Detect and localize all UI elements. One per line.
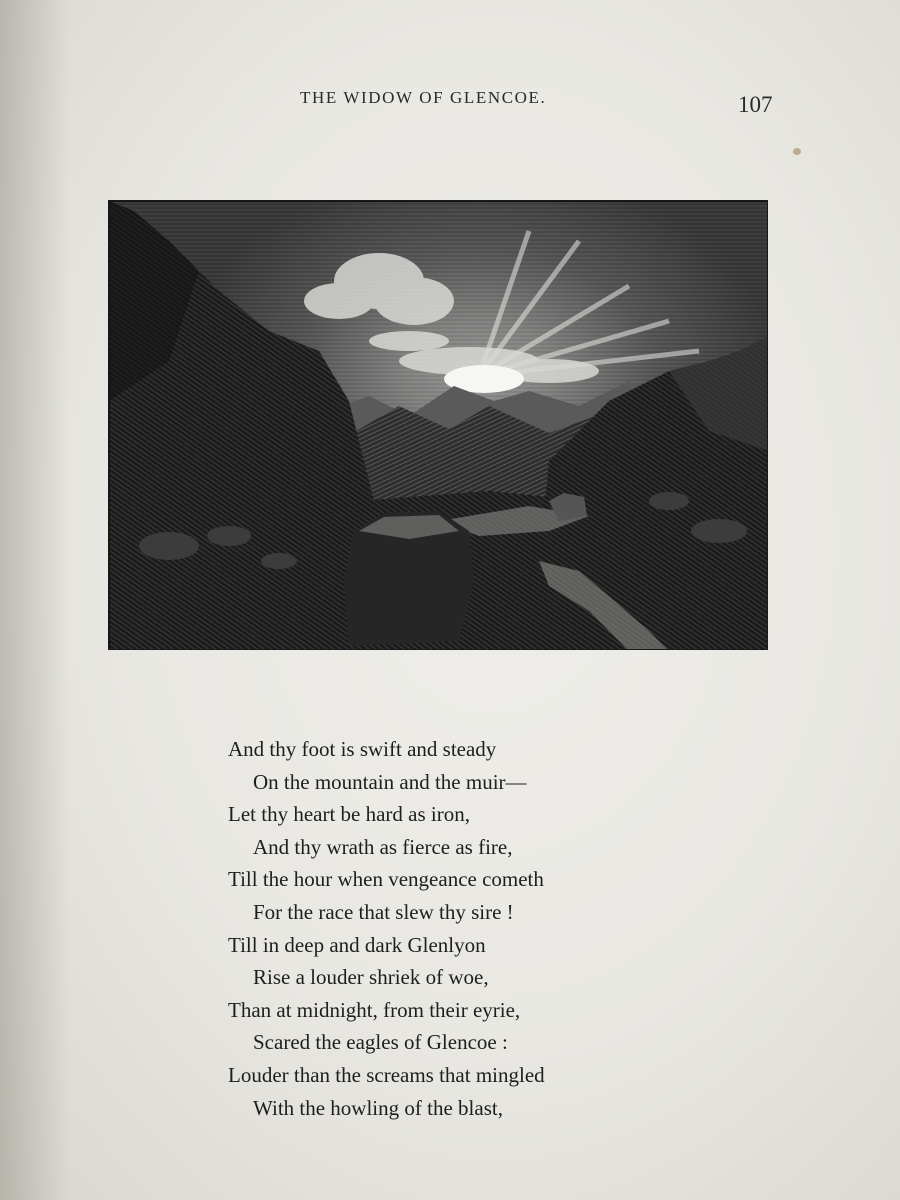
poem-line: And thy wrath as fierce as fire, bbox=[253, 834, 513, 859]
poem-line: Scared the eagles of Glencoe : bbox=[253, 1030, 508, 1055]
poem-line: Let thy heart be hard as iron, bbox=[228, 802, 470, 827]
poem-text bbox=[228, 733, 545, 1124]
page-number: 107 bbox=[738, 92, 773, 117]
poem-line: On the mountain and the muir— bbox=[253, 769, 527, 794]
running-title: THE WIDOW OF GLENCOE. bbox=[300, 88, 547, 107]
page-gutter-shadow bbox=[0, 0, 70, 1200]
poem-line: For the race that slew thy sire ! bbox=[253, 899, 514, 924]
paper-speck bbox=[793, 148, 801, 155]
poem-line: Than at midnight, from their eyrie, bbox=[228, 997, 521, 1022]
poem-line: Till in deep and dark Glenlyon bbox=[228, 932, 486, 957]
mountain-glen-engraving bbox=[108, 200, 768, 650]
poem-line: And thy foot is swift and steady bbox=[228, 737, 497, 761]
poem-line: Rise a louder shriek of woe, bbox=[253, 965, 489, 990]
poem-line: Louder than the screams that mingled bbox=[228, 1062, 545, 1087]
engraving-artwork bbox=[109, 201, 768, 650]
poem-line: Till the hour when vengeance cometh bbox=[228, 867, 544, 892]
poem-line: With the howling of the blast, bbox=[253, 1095, 503, 1120]
